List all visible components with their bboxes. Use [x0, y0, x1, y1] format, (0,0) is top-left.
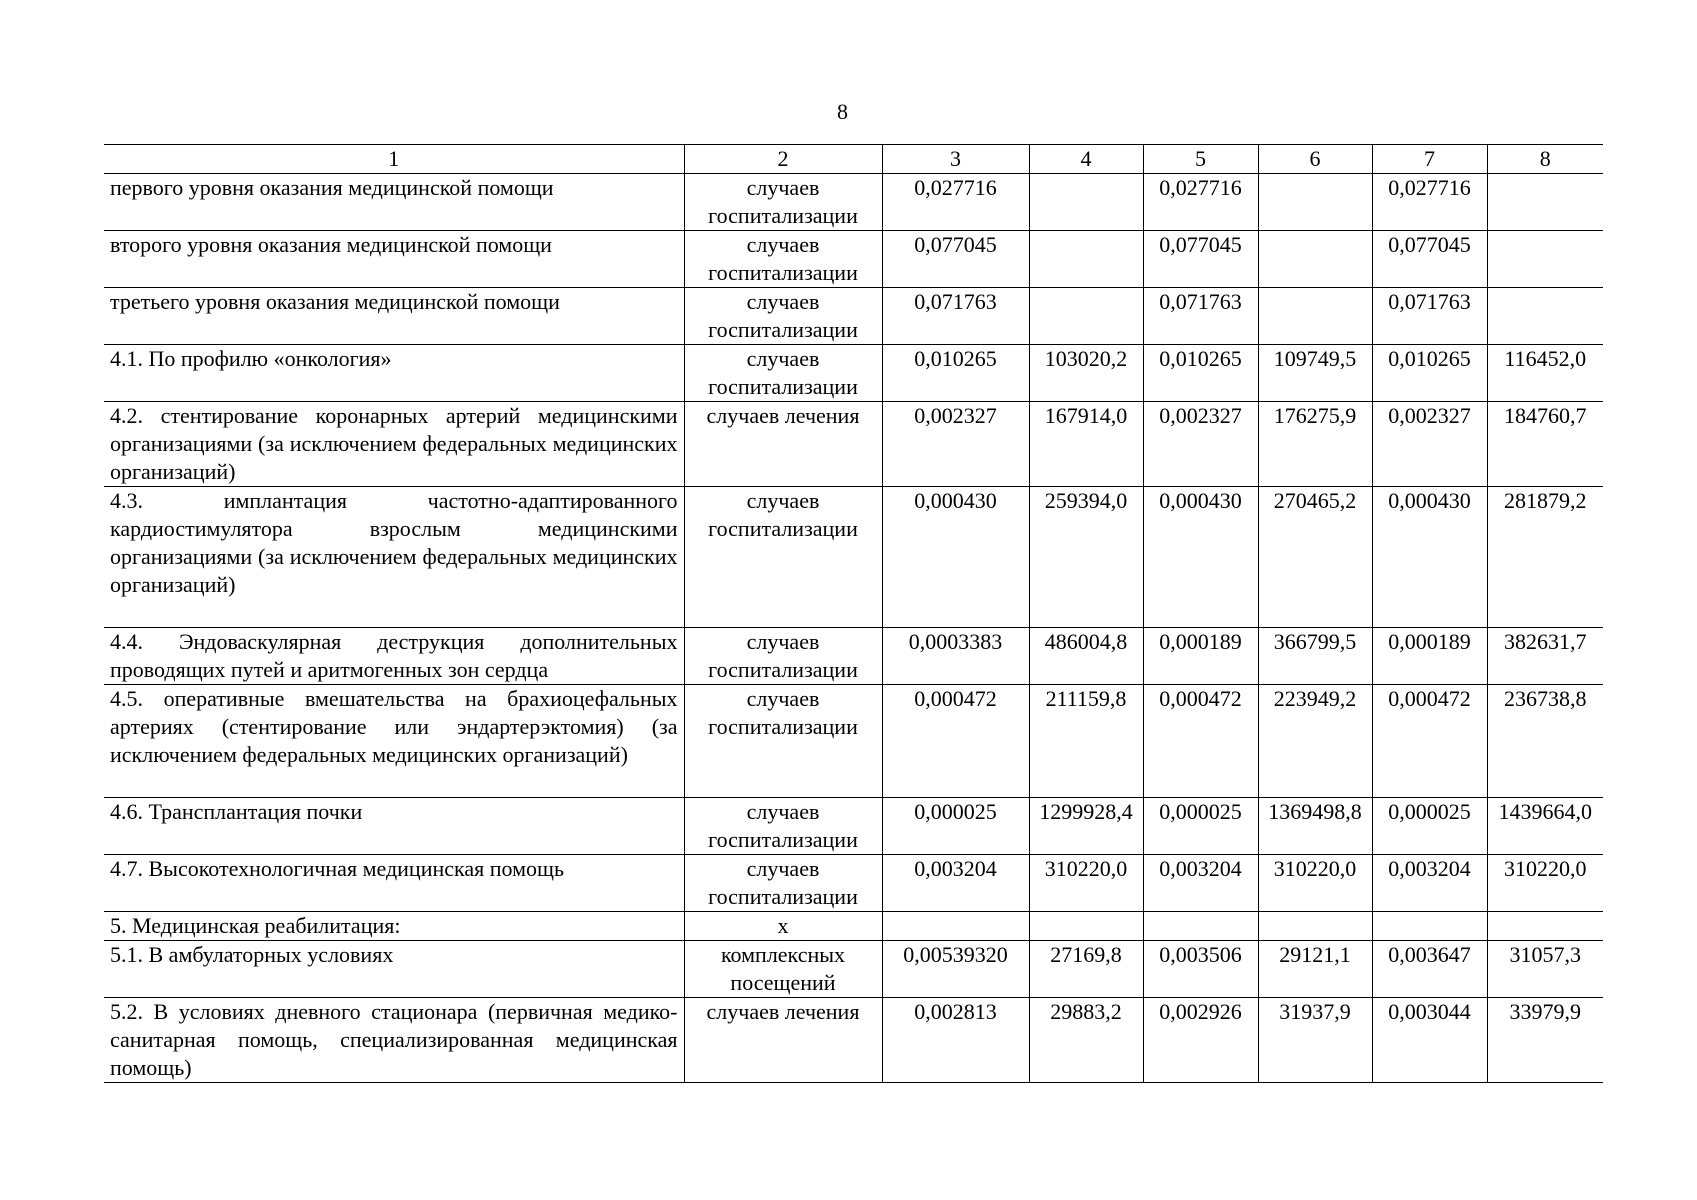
- cell-value: [1258, 288, 1372, 345]
- cell-value: 0,000472: [1143, 685, 1258, 798]
- cell-value: [1487, 174, 1603, 231]
- cell-value: 27169,8: [1029, 941, 1143, 998]
- page-number: 8: [837, 99, 848, 124]
- cell-value: 270465,2: [1258, 487, 1372, 628]
- cell-value: 486004,8: [1029, 628, 1143, 685]
- row-name: второго уровня оказания медицинской помощи: [104, 231, 684, 288]
- column-header: 8: [1487, 145, 1603, 174]
- table-row: [104, 288, 1603, 345]
- cell-value: 310220,0: [1258, 855, 1372, 912]
- cell-value: 0,027716: [1143, 174, 1258, 231]
- row-unit: случаев госпитализации: [684, 685, 882, 798]
- cell-value: 0,002327: [882, 402, 1029, 487]
- cell-value: 0,010265: [1143, 345, 1258, 402]
- row-name: 4.6. Трансплантация почки: [104, 798, 684, 855]
- cell-value: [882, 912, 1029, 941]
- row-unit: случаев госпитализации: [684, 174, 882, 231]
- table-row: [104, 798, 1603, 855]
- cell-value: 0,003204: [1372, 855, 1487, 912]
- cell-value: 0,000472: [1372, 685, 1487, 798]
- cell-value: 31937,9: [1258, 998, 1372, 1083]
- row-unit: случаев госпитализации: [684, 798, 882, 855]
- cell-value: 0,000430: [882, 487, 1029, 628]
- row-unit: случаев госпитализации: [684, 487, 882, 628]
- row-name: третьего уровня оказания медицинской помощи: [104, 288, 684, 345]
- row-unit: случаев госпитализации: [684, 345, 882, 402]
- table-row: [104, 628, 1603, 685]
- row-name: 4.5. оперативные вмешательства на брахиоцефальных артериях (стентирование или эндартерэктомия) (за исключением федеральных медицинских организаций): [104, 685, 684, 798]
- cell-value: 236738,8: [1487, 685, 1603, 798]
- row-unit: случаев лечения: [684, 998, 882, 1083]
- cell-value: [1258, 912, 1372, 941]
- table-row: [104, 345, 1603, 402]
- cell-value: [1029, 231, 1143, 288]
- cell-value: 0,071763: [1143, 288, 1258, 345]
- cell-value: [1258, 231, 1372, 288]
- cell-value: 0,077045: [1372, 231, 1487, 288]
- row-unit: случаев госпитализации: [684, 231, 882, 288]
- row-unit: комплексных посещений: [684, 941, 882, 998]
- table-row: [104, 231, 1603, 288]
- cell-value: 0,071763: [1372, 288, 1487, 345]
- cell-value: [1258, 174, 1372, 231]
- cell-value: 310220,0: [1029, 855, 1143, 912]
- table-row: [104, 487, 1603, 628]
- cell-value: 0,003647: [1372, 941, 1487, 998]
- cell-value: 0,002813: [882, 998, 1029, 1083]
- cell-value: 0,003506: [1143, 941, 1258, 998]
- cell-value: 116452,0: [1487, 345, 1603, 402]
- cell-value: 1439664,0: [1487, 798, 1603, 855]
- cell-value: 382631,7: [1487, 628, 1603, 685]
- cell-value: 103020,2: [1029, 345, 1143, 402]
- column-header: 4: [1029, 145, 1143, 174]
- row-name: 5.2. В условиях дневного стационара (первичная медико-санитарная помощь, специализированная медицинская помощь): [104, 998, 684, 1083]
- row-name: 5.1. В амбулаторных условиях: [104, 941, 684, 998]
- cell-value: 31057,3: [1487, 941, 1603, 998]
- cell-value: 0,071763: [882, 288, 1029, 345]
- row-name: первого уровня оказания медицинской помощи: [104, 174, 684, 231]
- column-header: 6: [1258, 145, 1372, 174]
- row-unit: случаев госпитализации: [684, 855, 882, 912]
- cell-value: 0,000189: [1143, 628, 1258, 685]
- column-header: 1: [104, 145, 684, 174]
- cell-value: [1487, 912, 1603, 941]
- table-row: [104, 855, 1603, 912]
- cell-value: 1299928,4: [1029, 798, 1143, 855]
- cell-value: 109749,5: [1258, 345, 1372, 402]
- cell-value: 0,000472: [882, 685, 1029, 798]
- cell-value: 366799,5: [1258, 628, 1372, 685]
- table-row: [104, 941, 1603, 998]
- cell-value: 0,027716: [1372, 174, 1487, 231]
- data-table: [104, 144, 1603, 1083]
- row-name: 4.2. стентирование коронарных артерий медицинскими организациями (за исключением федеральных медицинских организаций): [104, 402, 684, 487]
- cell-value: 184760,7: [1487, 402, 1603, 487]
- cell-value: 0,003204: [882, 855, 1029, 912]
- row-unit: х: [684, 912, 882, 941]
- cell-value: [1029, 912, 1143, 941]
- cell-value: 167914,0: [1029, 402, 1143, 487]
- cell-value: 310220,0: [1487, 855, 1603, 912]
- cell-value: 0,010265: [1372, 345, 1487, 402]
- cell-value: 223949,2: [1258, 685, 1372, 798]
- table-row: [104, 912, 1603, 941]
- cell-value: 211159,8: [1029, 685, 1143, 798]
- cell-value: 281879,2: [1487, 487, 1603, 628]
- table-row: [104, 685, 1603, 798]
- cell-value: 0,000189: [1372, 628, 1487, 685]
- row-name: 4.7. Высокотехнологичная медицинская помощь: [104, 855, 684, 912]
- table-row: [104, 402, 1603, 487]
- cell-value: 0,027716: [882, 174, 1029, 231]
- cell-value: 0,002926: [1143, 998, 1258, 1083]
- cell-value: 0,000430: [1143, 487, 1258, 628]
- cell-value: 33979,9: [1487, 998, 1603, 1083]
- cell-value: [1029, 174, 1143, 231]
- row-unit: случаев госпитализации: [684, 628, 882, 685]
- row-name: 4.4. Эндоваскулярная деструкция дополнительных проводящих путей и аритмогенных зон сердца: [104, 628, 684, 685]
- cell-value: 0,000025: [1143, 798, 1258, 855]
- cell-value: 0,077045: [882, 231, 1029, 288]
- cell-value: 0,000430: [1372, 487, 1487, 628]
- cell-value: [1372, 912, 1487, 941]
- cell-value: 176275,9: [1258, 402, 1372, 487]
- cell-value: 29121,1: [1258, 941, 1372, 998]
- cell-value: [1143, 912, 1258, 941]
- cell-value: 0,003204: [1143, 855, 1258, 912]
- cell-value: 0,0003383: [882, 628, 1029, 685]
- cell-value: 29883,2: [1029, 998, 1143, 1083]
- column-header: 7: [1372, 145, 1487, 174]
- cell-value: 0,077045: [1143, 231, 1258, 288]
- cell-value: 0,010265: [882, 345, 1029, 402]
- row-unit: случаев лечения: [684, 402, 882, 487]
- cell-value: [1029, 288, 1143, 345]
- row-unit: случаев госпитализации: [684, 288, 882, 345]
- cell-value: 0,000025: [1372, 798, 1487, 855]
- column-header: 2: [684, 145, 882, 174]
- row-name: 4.3. имплантация частотно-адаптированного кардиостимулятора взрослым медицинскими организациями (за исключением федеральных медицинских организаций): [104, 487, 684, 628]
- row-name: 5. Медицинская реабилитация:: [104, 912, 684, 941]
- table-row: [104, 998, 1603, 1083]
- cell-value: 0,002327: [1143, 402, 1258, 487]
- row-name: 4.1. По профилю «онкология»: [104, 345, 684, 402]
- cell-value: [1487, 288, 1603, 345]
- cell-value: 0,00539320: [882, 941, 1029, 998]
- table-header-row: [104, 145, 1603, 174]
- cell-value: 1369498,8: [1258, 798, 1372, 855]
- cell-value: [1487, 231, 1603, 288]
- cell-value: 0,003044: [1372, 998, 1487, 1083]
- cell-value: 0,002327: [1372, 402, 1487, 487]
- cell-value: 259394,0: [1029, 487, 1143, 628]
- column-header: 5: [1143, 145, 1258, 174]
- cell-value: 0,000025: [882, 798, 1029, 855]
- table-row: [104, 174, 1603, 231]
- column-header: 3: [882, 145, 1029, 174]
